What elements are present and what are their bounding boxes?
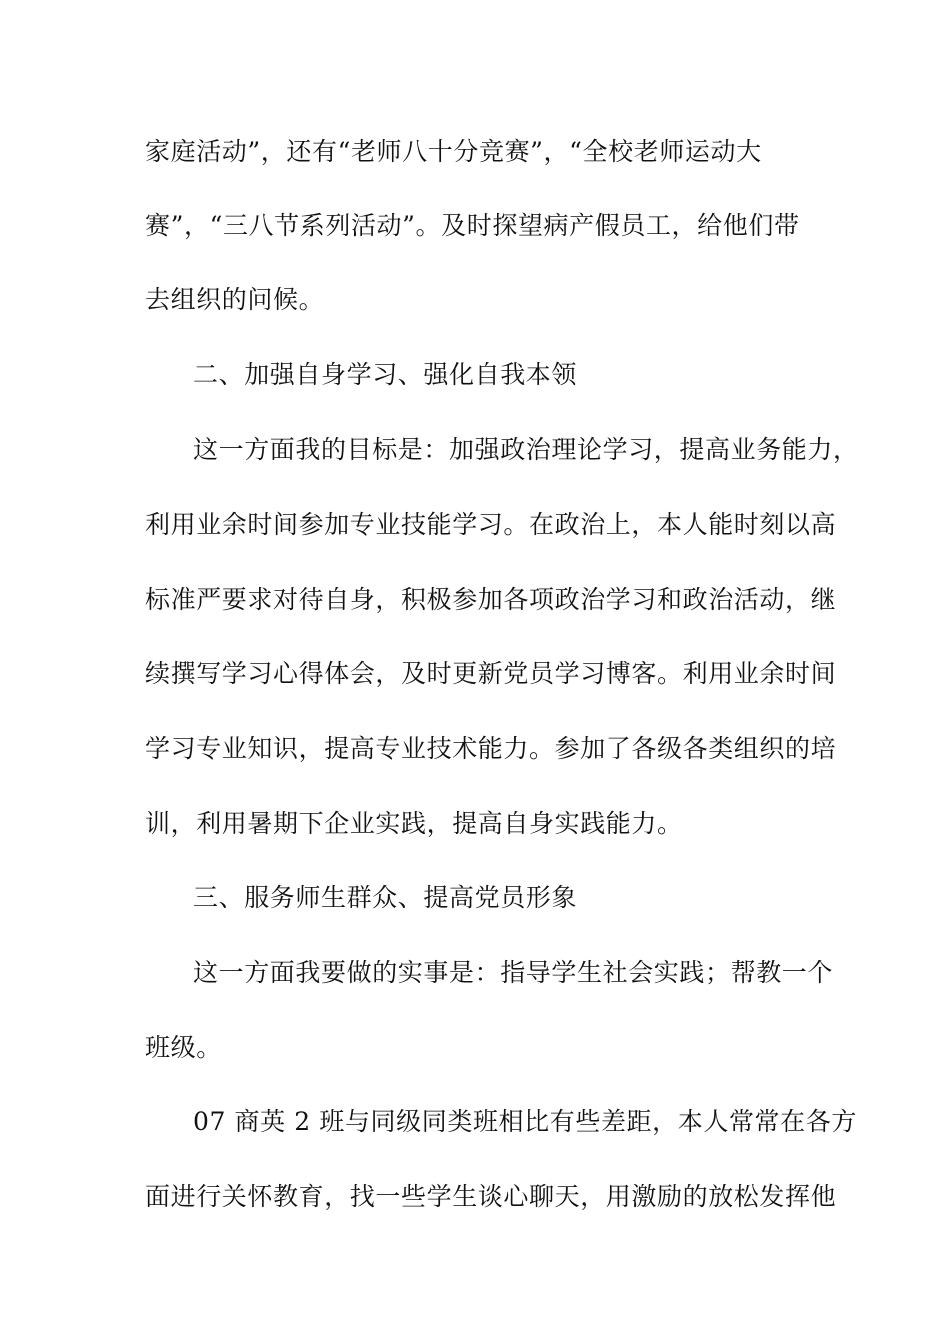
section-heading: 二、加强自身学习、强化自我本领 (193, 360, 578, 389)
section-heading: 三、服务师生群众、提高党员形象 (193, 883, 578, 912)
paragraph-line: 学习专业知识，提高专业技术能力。参加了各级各类组织的培 (145, 734, 837, 763)
paragraph-line: 班级。 (145, 1033, 222, 1062)
paragraph-line: 利用业余时间参加专业技能学习。在政治上，本人能时刻以高 (145, 510, 837, 539)
paragraph-line: 训，利用暑期下企业实践，提高自身实践能力。 (145, 809, 683, 838)
paragraph-line: 标准严要求对待自身，积极参加各项政治学习和政治活动，继 (145, 585, 837, 614)
paragraph-line: 赛”，“三八节系列活动”。及时探望病产假员工，给他们带 (145, 211, 800, 240)
paragraph-line: 去组织的问候。 (145, 285, 325, 314)
paragraph-line: 07 商英 2 班与同级同类班相比有些差距，本人常常在各方 (193, 1107, 857, 1136)
paragraph-line: 续撰写学习心得体会，及时更新党员学习博客。利用业余时间 (145, 659, 837, 688)
paragraph-line: 面进行关怀教育，找一些学生谈心聊天，用激励的放松发挥他 (145, 1182, 837, 1211)
paragraph-line: 这一方面我要做的实事是：指导学生社会实践；帮教一个 (193, 958, 834, 987)
paragraph-line: 家庭活动”，还有“老师八十分竞赛”，“全校老师运动大 (145, 137, 762, 166)
paragraph-line: 这一方面我的目标是：加强政治理论学习，提高业务能力， (193, 435, 859, 464)
